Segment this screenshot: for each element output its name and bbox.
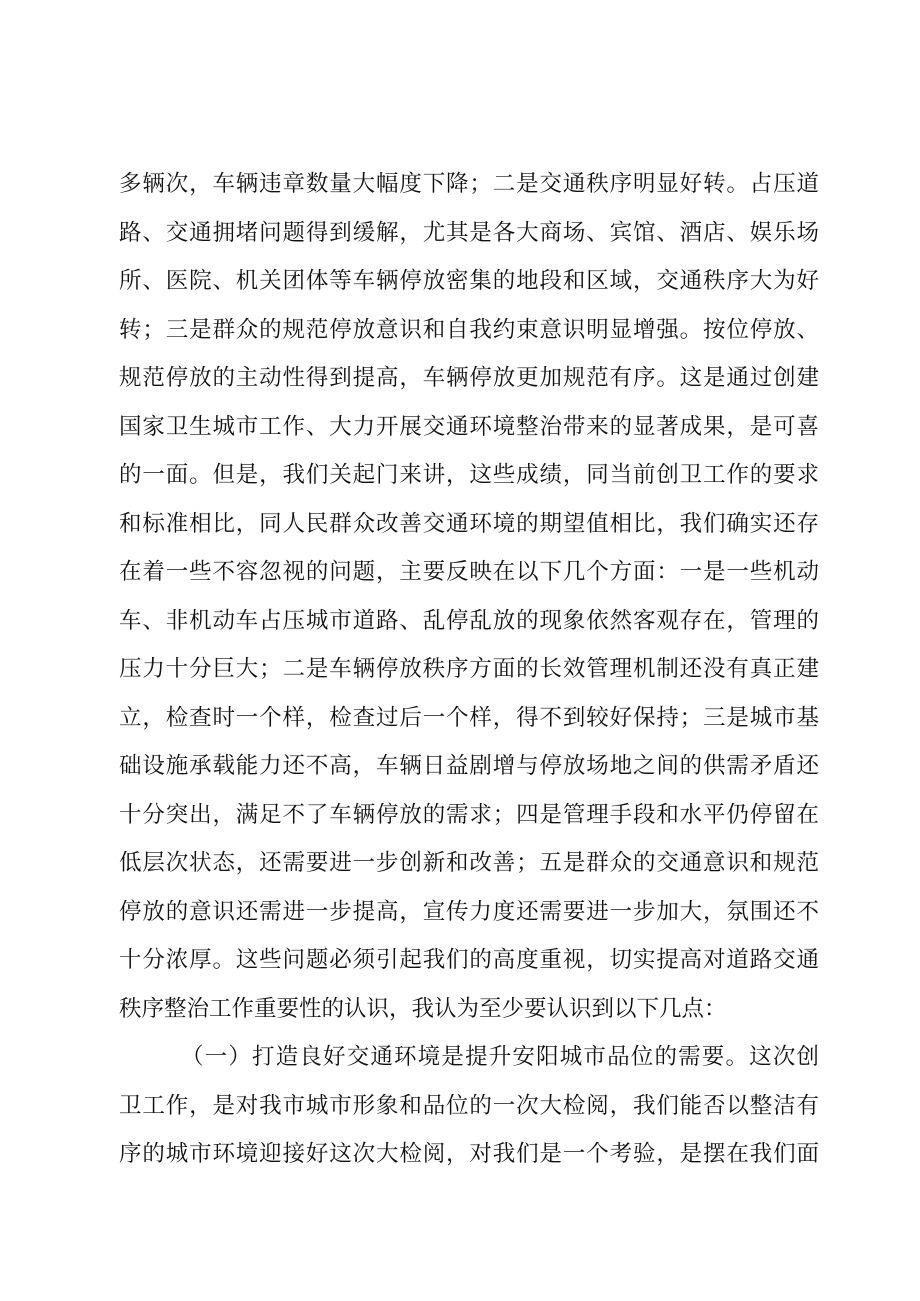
text-line: （一）打造良好交通环境是提升安阳城市品位的需要。这次创: [181, 1044, 819, 1070]
paragraph-1: [119, 160, 819, 1033]
document-body: [119, 160, 819, 1179]
text-line: 转；三是群众的规范停放意识和自我约束意识明显增强。按位停放、: [119, 316, 819, 343]
text-line: 础设施承载能力还不高，车辆日益剧增与停放场地之间的供需矛盾还: [119, 753, 819, 779]
text-line: 的一面。但是，我们关起门来讲，这些成绩，同当前创卫工作的要求: [119, 462, 819, 488]
text-line: 低层次状态，还需要进一步创新和改善；五是群众的交通意识和规范: [119, 850, 819, 876]
text-line: 国家卫生城市工作、大力开展交通环境整治带来的显著成果，是可喜: [119, 413, 819, 440]
text-line: 卫工作，是对我市城市形象和品位的一次大检阅，我们能否以整洁有: [119, 1092, 819, 1119]
text-line: 十分突出，满足不了车辆停放的需求；四是管理手段和水平仍停留在: [119, 801, 819, 828]
text-line: 十分浓厚。这些问题必须引起我们的高度重视，切实提高对道路交通: [119, 947, 819, 973]
text-line: 在着一些不容忽视的问题，主要反映在以下几个方面：一是一些机动: [119, 559, 819, 585]
text-line: 多辆次，车辆违章数量大幅度下降；二是交通秩序明显好转。占压道: [119, 171, 819, 197]
text-line: 车、非机动车占压城市道路、乱停乱放的现象依然客观存在，管理的: [119, 607, 819, 634]
text-line: 立，检查时一个样，检查过后一个样，得不到较好保持；三是城市基: [119, 704, 819, 731]
text-line: 秩序整治工作重要性的认识，我认为至少要认识到以下几点：: [119, 995, 727, 1022]
paragraph-2: [119, 1033, 819, 1179]
text-line: 所、医院、机关团体等车辆停放密集的地段和区域，交通秩序大为好: [119, 268, 819, 294]
text-line: 和标准相比，同人民群众改善交通环境的期望值相比，我们确实还存: [119, 510, 819, 537]
text-line: 压力十分巨大；二是车辆停放秩序方面的长效管理机制还没有真正建: [119, 656, 819, 682]
text-line: 停放的意识还需进一步提高，宣传力度还需要进一步加大，氛围还不: [119, 898, 819, 925]
text-line: 路、交通拥堵问题得到缓解，尤其是各大商场、宾馆、酒店、娱乐场: [119, 219, 819, 246]
text-line: 规范停放的主动性得到提高，车辆停放更加规范有序。这是通过创建: [119, 365, 819, 391]
text-line: 序的城市环境迎接好这次大检阅，对我们是一个考验，是摆在我们面: [119, 1141, 819, 1167]
